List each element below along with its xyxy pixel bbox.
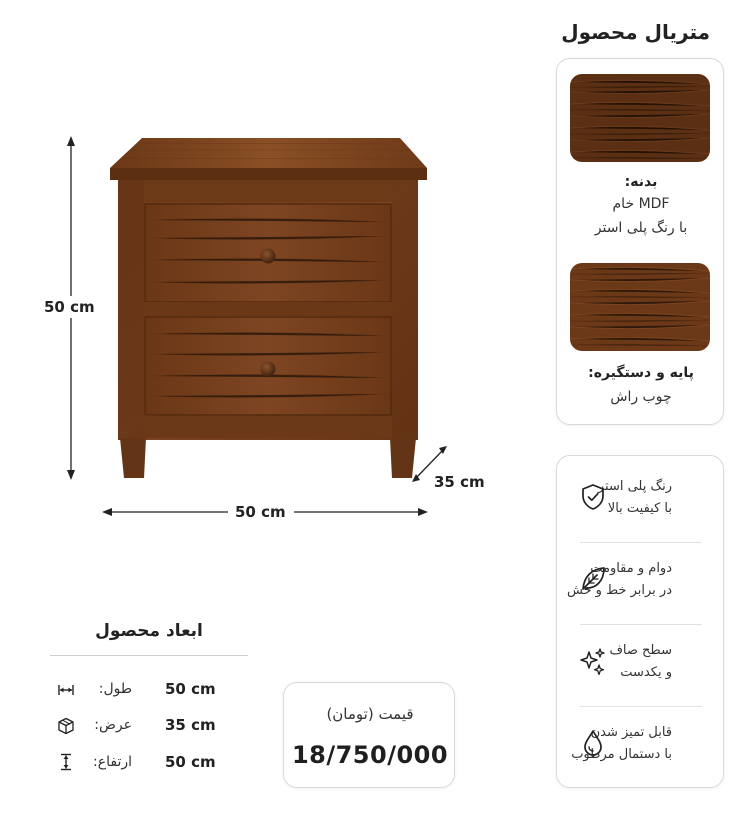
materials-title: متریال محصول <box>561 20 710 44</box>
dimension-label: طول: <box>98 681 132 697</box>
divider <box>580 624 702 625</box>
body-material-line: MDF خام <box>612 196 670 212</box>
body-material-line: با رنگ پلی استر <box>594 220 688 236</box>
base-material-swatch <box>570 263 710 351</box>
feature-item <box>566 476 716 558</box>
water-drop-icon <box>578 728 608 758</box>
feature-item <box>566 722 716 804</box>
base-material-line: چوب راش <box>610 389 672 405</box>
feature-item <box>566 640 716 722</box>
price-label: قیمت (تومان) <box>326 705 414 723</box>
feature-text: قابل تمیز شدن با دستمال مرطوب <box>571 725 672 762</box>
dimension-value: 50 cm <box>165 753 216 771</box>
dimension-value: 50 cm <box>165 680 216 698</box>
body-material-title: بدنه: <box>624 174 658 190</box>
leaf-icon <box>578 564 608 594</box>
feature-item <box>566 558 716 640</box>
dimension-label: عرض: <box>94 717 132 733</box>
features-card <box>556 455 724 788</box>
feature-text: سطح صاف و یکدست <box>609 643 672 680</box>
height-label: 50 cm <box>44 298 95 316</box>
price-value: 18/750/000 <box>291 741 449 769</box>
width-label: 50 cm <box>235 503 286 521</box>
body-material-swatch <box>570 74 710 162</box>
product-illustration <box>30 120 500 540</box>
nightstand-image <box>30 120 500 540</box>
shield-check-icon <box>578 482 608 512</box>
materials-card <box>556 58 724 425</box>
divider <box>580 542 702 543</box>
dimensions-divider <box>50 655 248 656</box>
sparkles-icon <box>578 646 608 676</box>
base-material-title: پایه و دستگیره: <box>588 365 694 381</box>
feature-text: دوام و مقاومت در برابر خط و خش <box>566 561 672 598</box>
dimension-label: ارتفاع: <box>93 754 132 770</box>
price-card <box>283 682 455 788</box>
dimension-value: 35 cm <box>165 716 216 734</box>
feature-text: رنگ پلی استر با کیفیت بالا <box>597 479 672 516</box>
divider <box>580 706 702 707</box>
depth-label: 35 cm <box>434 473 485 491</box>
dimensions-title: ابعاد محصول <box>95 621 203 641</box>
